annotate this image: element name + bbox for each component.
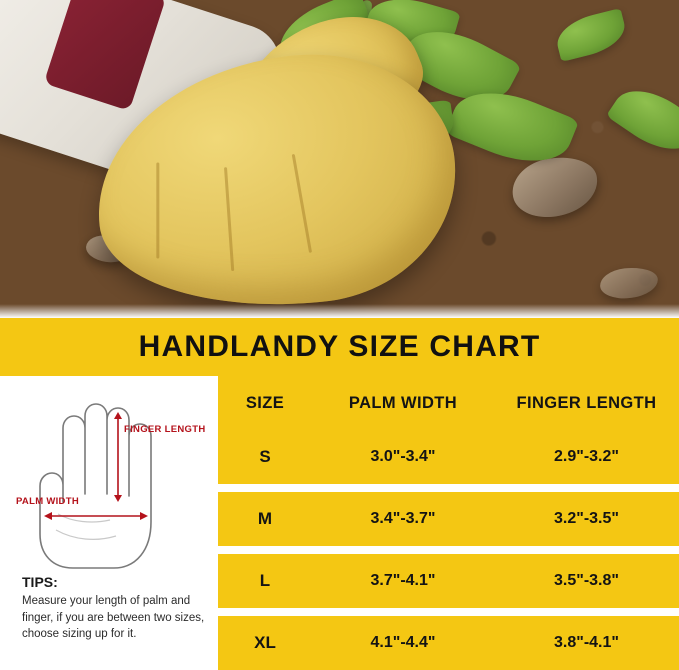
hero-photo [0, 0, 679, 318]
column-header-finger-length: FINGER LENGTH [494, 376, 679, 430]
column-header-size: SIZE [218, 376, 312, 430]
column-header-palm-width: PALM WIDTH [312, 376, 494, 430]
finger-length-label: FINGER LENGTH [124, 424, 206, 435]
cell-palm-width: 3.0"-3.4" [312, 430, 494, 484]
table-header-row [218, 376, 679, 430]
table-row-spacer [218, 608, 679, 616]
table-row [218, 430, 679, 484]
lower-section [0, 376, 679, 665]
page-title: HANDLANDY SIZE CHART [138, 330, 541, 363]
cell-palm-width: 3.7"-4.1" [312, 554, 494, 608]
photo-fade [0, 304, 679, 318]
cell-size: XL [218, 616, 312, 670]
table-row-spacer [218, 484, 679, 492]
cell-size: S [218, 430, 312, 484]
hand-outline-icon [0, 382, 218, 578]
cell-size: M [218, 492, 312, 546]
table-row [218, 616, 679, 670]
cell-size: L [218, 554, 312, 608]
cell-finger-length: 3.8"-4.1" [494, 616, 679, 670]
table-row [218, 492, 679, 546]
cell-finger-length: 3.2"-3.5" [494, 492, 679, 546]
tips-text: Measure your length of palm and finger, if you are between two sizes, choose sizing up for it. [22, 595, 205, 641]
cell-palm-width: 4.1"-4.4" [312, 616, 494, 670]
title-band [0, 318, 679, 376]
table-row [218, 554, 679, 608]
tips-heading: TIPS: [22, 574, 58, 590]
cell-palm-width: 3.4"-3.7" [312, 492, 494, 546]
table-row-spacer [218, 546, 679, 554]
cell-finger-length: 2.9"-3.2" [494, 430, 679, 484]
diagram-column [0, 376, 218, 665]
cell-finger-length: 3.5"-3.8" [494, 554, 679, 608]
size-table-column [218, 376, 679, 665]
palm-width-label: PALM WIDTH [16, 496, 79, 507]
size-chart-table [218, 376, 679, 670]
hand-measurement-diagram [0, 382, 218, 578]
tips-block [22, 574, 208, 643]
